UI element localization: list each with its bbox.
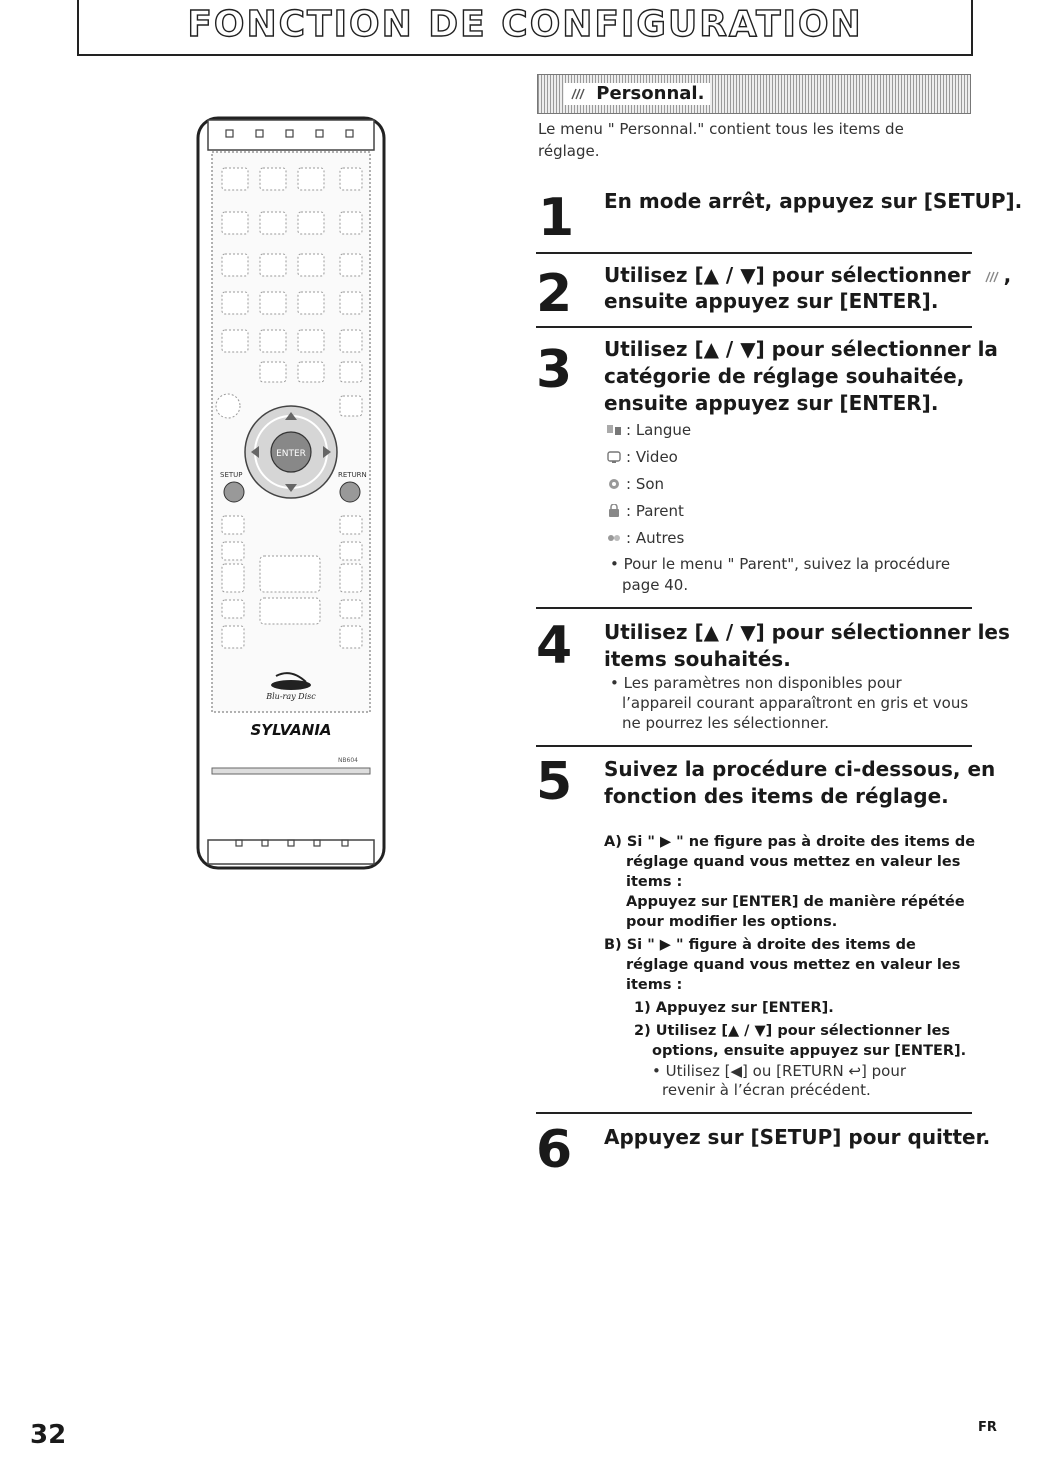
step-4-note-line2: l’appareil courant apparaîtront en gris et vous [622,694,969,712]
step-1-number: 1 [538,188,575,248]
step-6-title: Appuyez sur [SETUP] pour quitter. [604,1125,991,1149]
case-a-line5: pour modifier les options. [626,914,838,930]
step-4-note-line3: ne pourrez les sélectionner. [622,714,830,732]
banner-chip [564,83,710,105]
step-4-title-line1: Utilisez [▲ / ▼] pour sélectionner les [604,620,1010,644]
sound-icon [606,477,622,491]
disc-logo-text: Blu-ray Disc [266,692,316,701]
divider [536,1112,972,1114]
page-header [77,0,973,56]
step-5-title-line2: fonction des items de réglage. [604,784,949,808]
case-b-note-line2: revenir à l’écran précédent. [662,1081,871,1099]
case-b-note-line1: • Utilisez [◀] ou [RETURN ↩] pour [652,1062,906,1080]
parent-icon [606,504,622,518]
category-item-langue [606,420,691,440]
case-b-step2-line1: 2) Utilisez [▲ / ▼] pour sélectionner les [634,1023,951,1039]
divider [536,745,972,747]
case-a-line4: Appuyez sur [ENTER] de manière répétée [626,894,965,910]
brand-logo: SYLVANIA [250,721,332,739]
step-3-number: 3 [536,340,573,400]
step-3-note-line2: page 40. [622,576,689,594]
case-b-line3: items : [626,977,683,993]
case-b-step2-line2: options, ensuite appuyez sur [ENTER]. [652,1043,967,1059]
intro-text: Le menu " Personnal." contient tous les items de réglage. [538,120,904,160]
case-a-line1: A) Si " ▶ " ne figure pas à droite des items de [604,834,976,850]
personal-icon [984,270,1000,284]
step-2-number: 2 [536,264,573,324]
step-6-number: 6 [536,1120,573,1180]
page-number: 32 [30,1420,67,1450]
step-4-note-line1: • Les paramètres non disponibles pour [610,674,902,692]
step-4-title-line2: items souhaités. [604,647,791,671]
return-key-label: RETURN [338,471,367,479]
category-item-autres [606,528,684,548]
step-4-number: 4 [536,616,573,676]
category-label: : Video [626,448,678,466]
divider [536,252,972,254]
enter-key-label: ENTER [276,449,306,459]
video-icon [606,450,622,464]
step-2-title-line2: ensuite appuyez sur [ENTER]. [604,289,939,313]
case-b-line1: B) Si " ▶ " figure à droite des items de [604,937,916,953]
step-3-title-line2: catégorie de réglage souhaitée, [604,364,965,388]
case-a-line3: items : [626,874,683,890]
category-item-parent [606,501,684,521]
step-3-note-line1: • Pour le menu " Parent", suivez la procédure [610,555,951,573]
setup-key-label: SETUP [220,471,243,479]
page-title: FONCTION DE CONFIGURATION [187,4,863,45]
remote-control-illustration [194,116,388,872]
divider [536,607,972,609]
step-5-title-line1: Suivez la procédure ci-dessous, en [604,757,996,781]
category-label: : Son [626,475,665,493]
language-icon [606,423,622,437]
language-code: FR [978,1420,997,1435]
model-label: NB604 [337,757,358,764]
banner-label: Personnal. [596,83,705,104]
step-5-number: 5 [536,752,573,812]
step-3-title-line3: ensuite appuyez sur [ENTER]. [604,391,939,415]
case-a-line2: réglage quand vous mettez en valeur les [626,854,961,870]
category-label: : Parent [626,502,684,520]
case-b-line2: réglage quand vous mettez en valeur les [626,957,961,973]
category-label: : Autres [626,529,685,547]
step-2-title-line1: Utilisez [▲ / ▼] pour sélectionner , [604,263,1012,287]
other-icon [606,531,622,545]
section-banner [537,74,971,114]
category-item-video [606,447,678,467]
personal-icon [570,87,586,101]
step-1-title: En mode arrêt, appuyez sur [SETUP]. [604,189,1023,213]
step-2-title-text: Utilisez [▲ / ▼] pour sélectionner [604,263,971,287]
divider [536,326,972,328]
step-3-title-line1: Utilisez [▲ / ▼] pour sélectionner la [604,337,998,361]
category-item-son [606,474,664,494]
category-label: : Langue [626,421,692,439]
case-b-step1: 1) Appuyez sur [ENTER]. [634,1000,834,1016]
